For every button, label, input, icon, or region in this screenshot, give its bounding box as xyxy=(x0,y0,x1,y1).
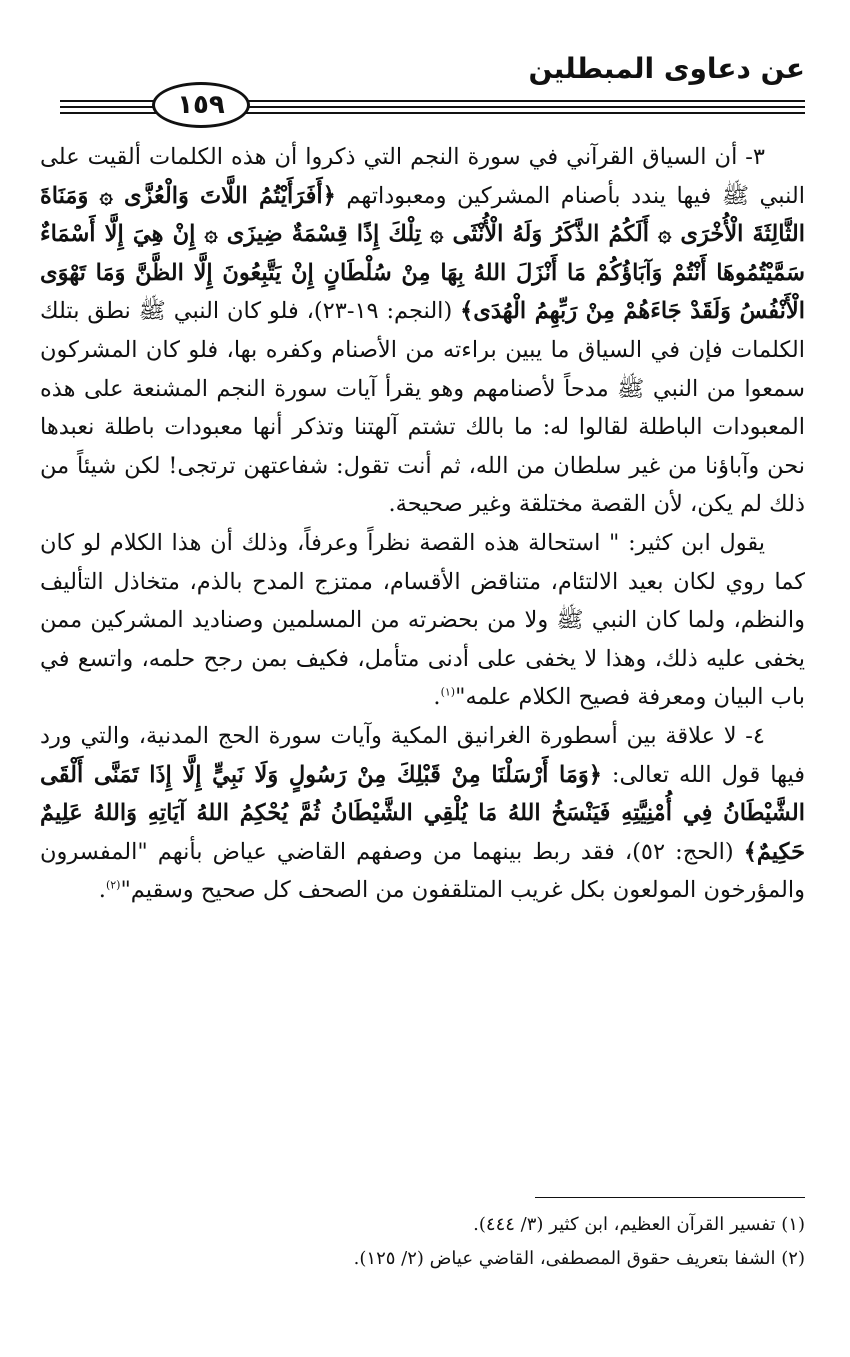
quran-verse: ﴿وَمَا أَرْسَلْنَا مِنْ قَبْلِكَ مِنْ رَسُولٍ وَلَا نَبِيٍّ إِلَّا إِذَا تَمَنَّى أَلْقَى الشَّيْطَانُ فِي أُمْنِيَّتِهِ فَيَنْسَخُ اللهُ مَا يُلْقِي الشَّيْطَانُ ثُمَّ يُحْكِمُ اللهُ آيَاتِهِ وَاللهُ عَلِيمٌ حَكِيمٌ﴾ xyxy=(40,761,805,865)
paragraph-text: (الحج: ٥٢)، فقد ربط بينهما من وصفهم القاضي عياض بأنهم "المفسرون والمؤرخون المولعون بكل غريب المتلقفون من الصحف كل صحيح وسقيم" xyxy=(40,838,805,904)
paragraph-p2 xyxy=(40,524,805,717)
quran-verse: ﴿أَفَرَأَيْتُمُ اللَّاتَ وَالْعُزَّى ۞ وَمَنَاةَ الثَّالِثَةَ الْأُخْرَى ۞ أَلَكُمُ الذَّكَرُ وَلَهُ الْأُنْثَى ۞ تِلْكَ إِذًا قِسْمَةٌ ضِيزَى ۞ إِنْ هِيَ إِلَّا أَسْمَاءٌ سَمَّيْتُمُوهَا أَنْتُمْ وَآبَاؤُكُمْ مَا أَنْزَلَ اللهُ بِهَا مِنْ سُلْطَانٍ إِنْ يَتَّبِعُونَ إِلَّا الظَّنَّ وَمَا تَهْوَى الْأَنْفُسُ وَلَقَدْ جَاءَهُمْ مِنْ رَبِّهِمُ الْهُدَى﴾ xyxy=(40,182,805,325)
paragraph-text: . xyxy=(98,877,106,904)
paragraph-p1 xyxy=(40,138,805,524)
footnote-item: (٢) الشفا بتعريف حقوق المصطفى، القاضي عياض (٢/ ١٢٥). xyxy=(353,1248,805,1269)
footnotes xyxy=(40,1208,805,1276)
page-number: ١٥٩ xyxy=(177,90,225,120)
paragraph-text: . xyxy=(433,684,441,711)
footnote-marker: (٢) xyxy=(105,878,121,892)
paragraph-p3 xyxy=(40,717,805,910)
paragraph-text: يقول ابن كثير: " استحالة هذه القصة نظراً وعرفاً، وذلك أن هذا الكلام لو كان كما روي لكان بعيد الالتئام، متناقض الأقسام، ممتزج المدح بالذم، متخاذل التأليف والنظم، ولما كان النبي ﷺ ولا من بحضرته من المسلمين وصناديد المشركين ممن يخفى عليه ذلك، وهذا لا يخفى على أدنى متأمل، فكيف بمن رجح حلمه، واتسع في باب البيان ومعرفة فصيح الكلام علمه" xyxy=(40,529,805,711)
footnote-marker: (١) xyxy=(440,685,456,699)
paragraph-text: ٤- لا علاقة بين أسطورة الغرانيق المكية وآيات سورة الحج المدنية، والتي ورد فيها قول الله تعالى: xyxy=(40,722,806,788)
footnote-item: (١) تفسير القرآن العظيم، ابن كثير (٣/ ٤٤٤). xyxy=(473,1214,805,1235)
paragraph-text: (النجم: ١٩-٢٣)، فلو كان النبي ﷺ نطق بتلك الكلمات فإن في السياق ما يبين براءته من الأصنام وكفره بها، فلو كان المشركون سمعوا من النبي ﷺ مدحاً لأصنامهم وهو يقرأ آيات سورة النجم المشنعة على هذه المعبودات الباطلة لقالوا له: ما بالك تشتم آلهتنا وتذكر أنها معبودات باطلة نعبدها نحن وآباؤنا من غير سلطان من الله، ثم أنت تقول: شفاعتهن ترتجى! لكن شيئاً من ذلك لم يكن، لأن القصة مختلقة وغير صحيحة. xyxy=(40,298,805,518)
running-header-title: عن دعاوى المبطلين xyxy=(528,52,805,85)
main-text xyxy=(40,138,805,910)
page-number-oval xyxy=(152,82,250,128)
paragraph-text: ٣- أن السياق القرآني في سورة النجم التي ذكروا أن هذه الكلمات ألقيت على النبي ﷺ فيها يندد بأصنام المشركين ومعبوداتهم xyxy=(40,144,805,209)
footnote-separator xyxy=(535,1197,805,1198)
